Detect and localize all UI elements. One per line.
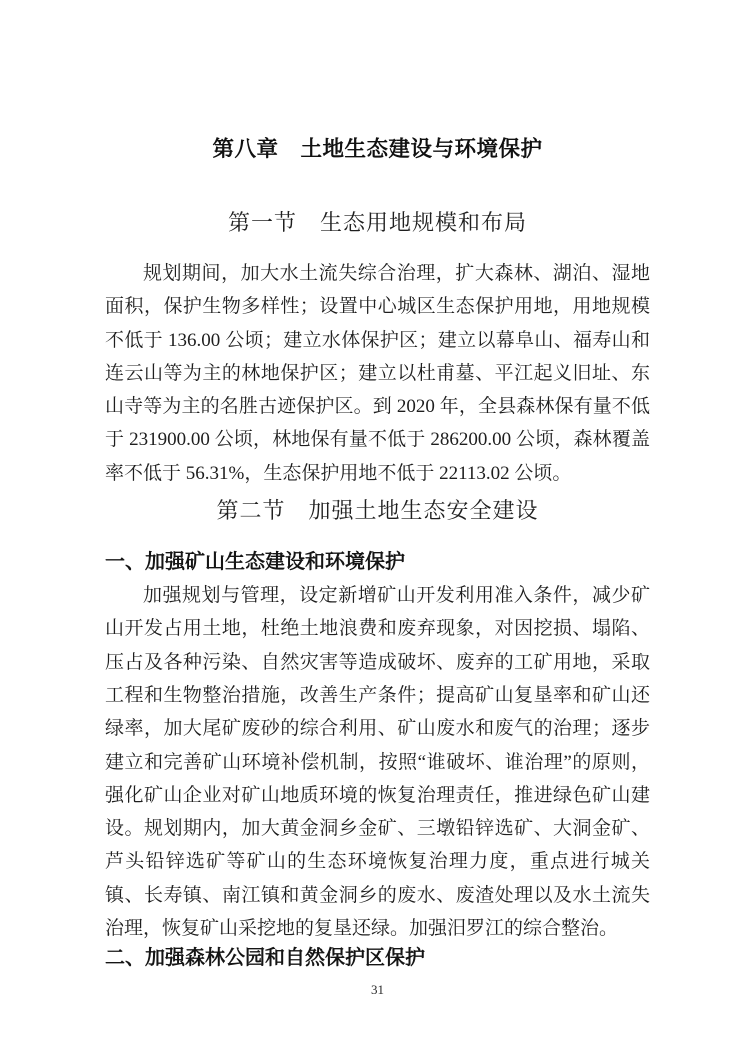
section-1-heading: 第一节 生态用地规模和布局	[227, 210, 527, 235]
section-1-paragraph: 规划期间，加大水土流失综合治理，扩大森林、湖泊、湿地面积，保护生物多样性；设置中心城区生态保护用地，用地规模不低于 136.00 公顷；建立水体保护区；建立以幕阜山、福寿山和连云山等为主的林地保护区；建立以杜甫墓、平江起义旧址、东山寺等为主的名胜古迹保护区。到 2020 年，全县森林保有量不低于 231900.00 公顷，林地保有量不低于 286200.00 公顷，森林覆盖率不低于 56.31%，生态保护用地不低于 22113.02 公顷。	[105, 263, 650, 484]
subsection-1-paragraph: 加强规划与管理，设定新增矿山开发利用准入条件，减少矿山开发占用土地，杜绝土地浪费和废弃现象，对因挖损、塌陷、压占及各种污染、自然灾害等造成破坏、废弃的工矿用地，采取工程和生物整治措施，改善生产条件；提高矿山复垦率和矿山还绿率，加大尾矿废砂的综合利用、矿山废水和废气的治理；逐步建立和完善矿山环境补偿机制，按照“谁破坏、谁治理”的原则，强化矿山企业对矿山地质环境的恢复治理责任，推进绿色矿山建设。规划期内，加大黄金洞乡金矿、三墩铅锌选矿、大洞金矿、芦头铅锌选矿等矿山的生态环境恢复治理力度，重点进行城关镇、长寿镇、南江镇和黄金洞乡的废水、废渣处理以及水土流失治理，恢复矿山采挖地的复垦还绿。加强汨罗江的综合整治。	[105, 585, 650, 940]
section-2-heading: 第二节 加强土地生态安全建设	[216, 498, 539, 524]
subsection-1-heading: 一、加强矿山生态建设和环境保护	[105, 551, 405, 574]
chapter-title: 第八章 土地生态建设与环境保护	[212, 137, 543, 161]
subsection-2-heading: 二、加强森林公园和自然保护区保护	[105, 947, 425, 970]
page-number: 31	[371, 982, 384, 998]
